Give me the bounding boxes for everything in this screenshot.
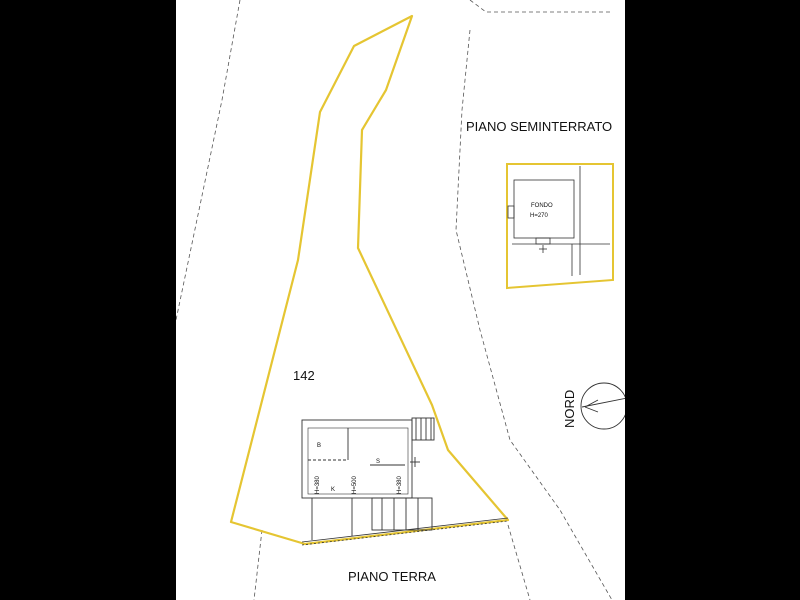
basement-title: PIANO SEMINTERRATO: [466, 119, 613, 134]
height-label-1: H=380: [315, 476, 321, 494]
basement-door: [536, 238, 550, 244]
right-boundary-line: [456, 30, 612, 600]
basement-room-walls: [514, 180, 574, 238]
basement-outline: [507, 164, 613, 288]
basement-inset: [507, 164, 613, 288]
ground-title: PIANO TERRA: [348, 569, 436, 584]
compass-arrow: [585, 400, 598, 412]
left-boundary-line: [176, 0, 240, 320]
bottom-left-boundary-line: [254, 530, 262, 600]
north-label: NORD: [562, 389, 577, 428]
basement-height-label: H=270: [530, 213, 548, 219]
building-inner-walls: [308, 428, 408, 494]
north-compass: [581, 383, 625, 429]
top-boundary-line: [470, 0, 612, 12]
room-b-label: B: [317, 443, 322, 449]
parcel-number: 142: [293, 368, 315, 383]
room-k-label: K: [331, 487, 336, 493]
room-s-label: S: [376, 459, 381, 465]
ramp-block: [372, 498, 432, 530]
drawing-sheet: [176, 0, 625, 600]
ground-floor-building: [302, 418, 434, 540]
basement-niche: [508, 206, 514, 218]
basement-room-label: FONDO: [531, 203, 553, 209]
height-label-3: H=380: [397, 476, 403, 494]
floor-plan: [176, 0, 625, 600]
bottom-right-boundary-line: [508, 525, 530, 600]
parcel-outline: [231, 16, 508, 544]
height-label-2: H=500: [352, 476, 358, 494]
